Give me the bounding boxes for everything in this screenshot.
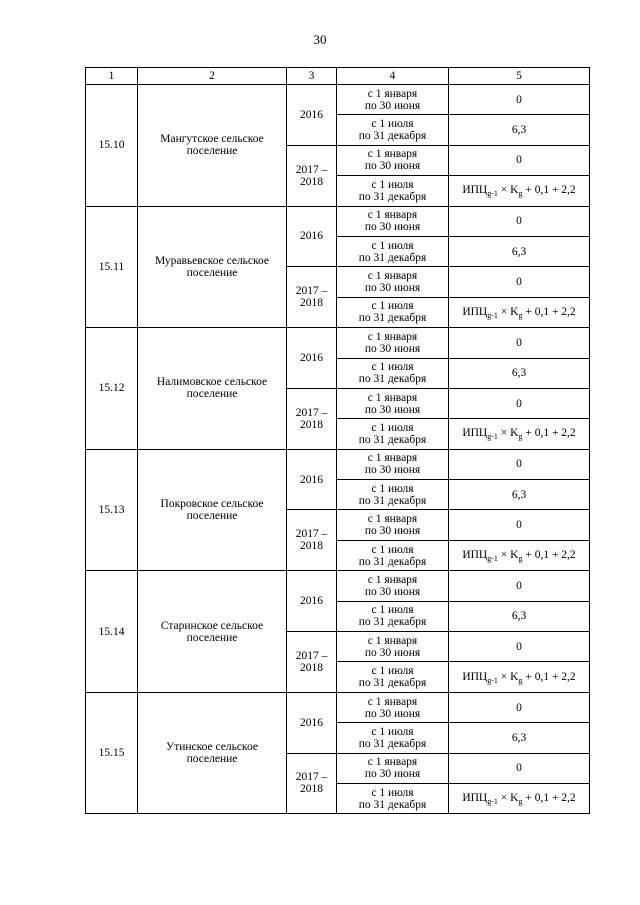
formula-k: × K	[497, 427, 519, 440]
period-year-line: 2018	[300, 783, 323, 796]
period-end: по 31 декабря	[358, 798, 427, 811]
period-start: с 1 июля	[371, 421, 414, 434]
half-year-period	[337, 297, 449, 327]
column-header: 2	[138, 68, 287, 85]
index-value: 0	[449, 632, 590, 662]
formula-ipc: ИПЦ	[462, 427, 488, 440]
index-value	[449, 783, 590, 813]
period-year	[287, 753, 337, 814]
period-year: 2016	[287, 692, 337, 753]
table-header-row	[86, 68, 590, 85]
settlement-name-line: Муравьевское сельское	[154, 254, 270, 267]
period-end: по 31 декабря	[358, 251, 427, 264]
half-year-period	[337, 176, 449, 206]
period-end: по 31 декабря	[358, 677, 427, 690]
half-year-period	[337, 388, 449, 418]
period-start: с 1 июля	[371, 178, 414, 191]
period-year	[287, 267, 337, 328]
index-value: 0	[449, 85, 590, 115]
half-year-period	[337, 783, 449, 813]
settlement-code: 15.11	[86, 206, 138, 328]
period-start: с 1 июля	[371, 482, 414, 495]
formula-tail: + 0,1 + 2,2	[522, 184, 576, 197]
settlement-name-line: поселение	[186, 753, 238, 766]
index-value	[449, 176, 590, 206]
settlement-name	[138, 449, 287, 571]
formula-subscript: g	[518, 189, 523, 199]
period-end: по 31 декабря	[358, 555, 427, 568]
half-year-period	[337, 419, 449, 449]
period-start: с 1 января	[367, 573, 418, 586]
settlement-name	[138, 85, 287, 207]
period-end: по 30 июня	[364, 464, 421, 477]
formula-tail: + 0,1 + 2,2	[522, 792, 576, 805]
period-start: с 1 июля	[371, 786, 414, 799]
settlement-code: 15.13	[86, 449, 138, 571]
period-year-line: 2018	[300, 175, 323, 188]
index-value	[449, 297, 590, 327]
formula-subscript: g-1	[487, 797, 498, 807]
half-year-period	[337, 267, 449, 297]
index-value: 0	[449, 449, 590, 479]
page-number: 30	[313, 32, 327, 47]
formula-subscript: g-1	[487, 432, 498, 442]
formula-k: × K	[497, 184, 519, 197]
half-year-period	[337, 540, 449, 570]
formula-ipc: ИПЦ	[462, 792, 488, 805]
half-year-period	[337, 145, 449, 175]
column-header: 4	[337, 68, 449, 85]
period-start: с 1 января	[367, 756, 418, 769]
settlement-name-line: Утинское сельское	[166, 741, 258, 754]
index-value	[449, 540, 590, 570]
formula-subscript: g	[518, 675, 523, 685]
column-header: 5	[449, 68, 590, 85]
index-value: 0	[449, 206, 590, 236]
period-start: с 1 января	[367, 209, 418, 222]
period-end: по 30 июня	[364, 585, 421, 598]
column-header: 1	[86, 68, 138, 85]
settlement-name-line: Налимовское сельское	[156, 376, 268, 389]
settlement-name-line: поселение	[186, 631, 238, 644]
period-end: по 31 декабря	[358, 494, 427, 507]
period-start: с 1 января	[367, 695, 418, 708]
index-value	[449, 419, 590, 449]
period-year-line: 2018	[300, 418, 323, 431]
period-year: 2016	[287, 449, 337, 510]
formula-subscript: g	[518, 554, 523, 564]
period-end: по 30 июня	[364, 282, 421, 295]
period-end: по 30 июня	[364, 768, 421, 781]
index-value: 0	[449, 145, 590, 175]
index-value: 6,3	[449, 480, 590, 510]
half-year-period	[337, 510, 449, 540]
formula-k: × K	[497, 792, 519, 805]
formula-tail: + 0,1 + 2,2	[522, 427, 576, 440]
period-end: по 30 июня	[364, 403, 421, 416]
formula-subscript: g	[518, 797, 523, 807]
period-start: с 1 января	[367, 634, 418, 647]
half-year-period	[337, 723, 449, 753]
settlement-code: 15.14	[86, 571, 138, 693]
period-year-line: 2017 –	[295, 771, 328, 784]
period-start: с 1 января	[367, 270, 418, 283]
settlement-name-line: Мангутское сельское	[160, 133, 264, 146]
period-start: с 1 января	[367, 87, 418, 100]
column-header: 3	[287, 68, 337, 85]
period-start: с 1 января	[367, 452, 418, 465]
period-end: по 31 декабря	[358, 737, 427, 750]
index-value: 6,3	[449, 358, 590, 388]
formula-subscript: g-1	[487, 675, 498, 685]
settlement-code: 15.10	[86, 85, 138, 207]
index-value: 0	[449, 388, 590, 418]
period-year	[287, 145, 337, 206]
half-year-period	[337, 358, 449, 388]
half-year-period	[337, 692, 449, 722]
formula-tail: + 0,1 + 2,2	[522, 549, 576, 562]
formula-subscript: g-1	[487, 554, 498, 564]
formula-subscript: g	[518, 432, 523, 442]
settlement-name-line: поселение	[186, 145, 238, 158]
period-year-line: 2017 –	[295, 285, 328, 298]
period-start: с 1 июля	[371, 118, 414, 131]
period-year-line: 2017 –	[295, 406, 328, 419]
index-value: 6,3	[449, 723, 590, 753]
period-end: по 30 июня	[364, 221, 421, 234]
half-year-period	[337, 236, 449, 266]
period-start: с 1 июля	[371, 725, 414, 738]
index-value: 0	[449, 753, 590, 783]
formula-ipc: ИПЦ	[462, 670, 488, 683]
period-end: по 31 декабря	[358, 433, 427, 446]
formula-subscript: g-1	[487, 310, 498, 320]
half-year-period	[337, 632, 449, 662]
settlement-code: 15.12	[86, 328, 138, 450]
formula-subscript: g	[518, 310, 523, 320]
settlement-code: 15.15	[86, 692, 138, 814]
formula-k: × K	[497, 305, 519, 318]
index-value: 0	[449, 571, 590, 601]
table-row	[86, 85, 590, 115]
half-year-period	[337, 662, 449, 692]
period-year-line: 2017 –	[295, 649, 328, 662]
half-year-period	[337, 753, 449, 783]
table-row	[86, 328, 590, 358]
period-end: по 30 июня	[364, 646, 421, 659]
period-year-line: 2018	[300, 540, 323, 553]
period-end: по 31 декабря	[358, 130, 427, 143]
table-row	[86, 449, 590, 479]
half-year-period	[337, 85, 449, 115]
period-end: по 30 июня	[364, 525, 421, 538]
period-start: с 1 июля	[371, 361, 414, 374]
half-year-period	[337, 449, 449, 479]
settlement-name	[138, 328, 287, 450]
index-value: 0	[449, 267, 590, 297]
settlement-name-line: поселение	[186, 266, 238, 279]
period-start: с 1 июля	[371, 239, 414, 252]
period-year: 2016	[287, 85, 337, 146]
settlement-name-line: поселение	[186, 509, 238, 522]
period-end: по 31 декабря	[358, 190, 427, 203]
tariff-table	[85, 67, 590, 814]
period-start: с 1 июля	[371, 543, 414, 556]
half-year-period	[337, 206, 449, 236]
index-value: 6,3	[449, 601, 590, 631]
period-year: 2016	[287, 206, 337, 267]
index-value: 0	[449, 328, 590, 358]
formula-ipc: ИПЦ	[462, 305, 488, 318]
period-start: с 1 января	[367, 391, 418, 404]
half-year-period	[337, 115, 449, 145]
formula-tail: + 0,1 + 2,2	[522, 670, 576, 683]
settlement-name	[138, 206, 287, 328]
period-year-line: 2017 –	[295, 528, 328, 541]
period-year	[287, 510, 337, 571]
period-end: по 30 июня	[364, 99, 421, 112]
period-start: с 1 июля	[371, 300, 414, 313]
formula-k: × K	[497, 549, 519, 562]
period-start: с 1 января	[367, 330, 418, 343]
period-year: 2016	[287, 571, 337, 632]
period-end: по 31 декабря	[358, 312, 427, 325]
table-row	[86, 206, 590, 236]
formula-tail: + 0,1 + 2,2	[522, 305, 576, 318]
index-value: 6,3	[449, 236, 590, 266]
half-year-period	[337, 601, 449, 631]
settlement-name	[138, 571, 287, 693]
half-year-period	[337, 480, 449, 510]
period-year-line: 2017 –	[295, 163, 328, 176]
settlement-name-line: Старинское сельское	[160, 619, 264, 632]
settlement-name-line: Покровское сельское	[160, 497, 264, 510]
settlement-name	[138, 692, 287, 814]
period-year-line: 2018	[300, 661, 323, 674]
formula-ipc: ИПЦ	[462, 549, 488, 562]
formula-subscript: g-1	[487, 189, 498, 199]
table-row	[86, 571, 590, 601]
index-value: 6,3	[449, 115, 590, 145]
period-end: по 31 декабря	[358, 616, 427, 629]
index-value: 0	[449, 692, 590, 722]
period-year	[287, 388, 337, 449]
index-value: 0	[449, 510, 590, 540]
period-end: по 30 июня	[364, 707, 421, 720]
period-year-line: 2018	[300, 297, 323, 310]
period-end: по 30 июня	[364, 160, 421, 173]
formula-k: × K	[497, 670, 519, 683]
settlement-name-line: поселение	[186, 388, 238, 401]
formula-ipc: ИПЦ	[462, 184, 488, 197]
table-row	[86, 692, 590, 722]
index-value	[449, 662, 590, 692]
period-start: с 1 января	[367, 513, 418, 526]
period-end: по 30 июня	[364, 342, 421, 355]
half-year-period	[337, 328, 449, 358]
period-end: по 31 декабря	[358, 373, 427, 386]
period-year: 2016	[287, 328, 337, 389]
period-start: с 1 июля	[371, 604, 414, 617]
period-start: с 1 января	[367, 148, 418, 161]
half-year-period	[337, 571, 449, 601]
period-year	[287, 632, 337, 693]
period-start: с 1 июля	[371, 665, 414, 678]
